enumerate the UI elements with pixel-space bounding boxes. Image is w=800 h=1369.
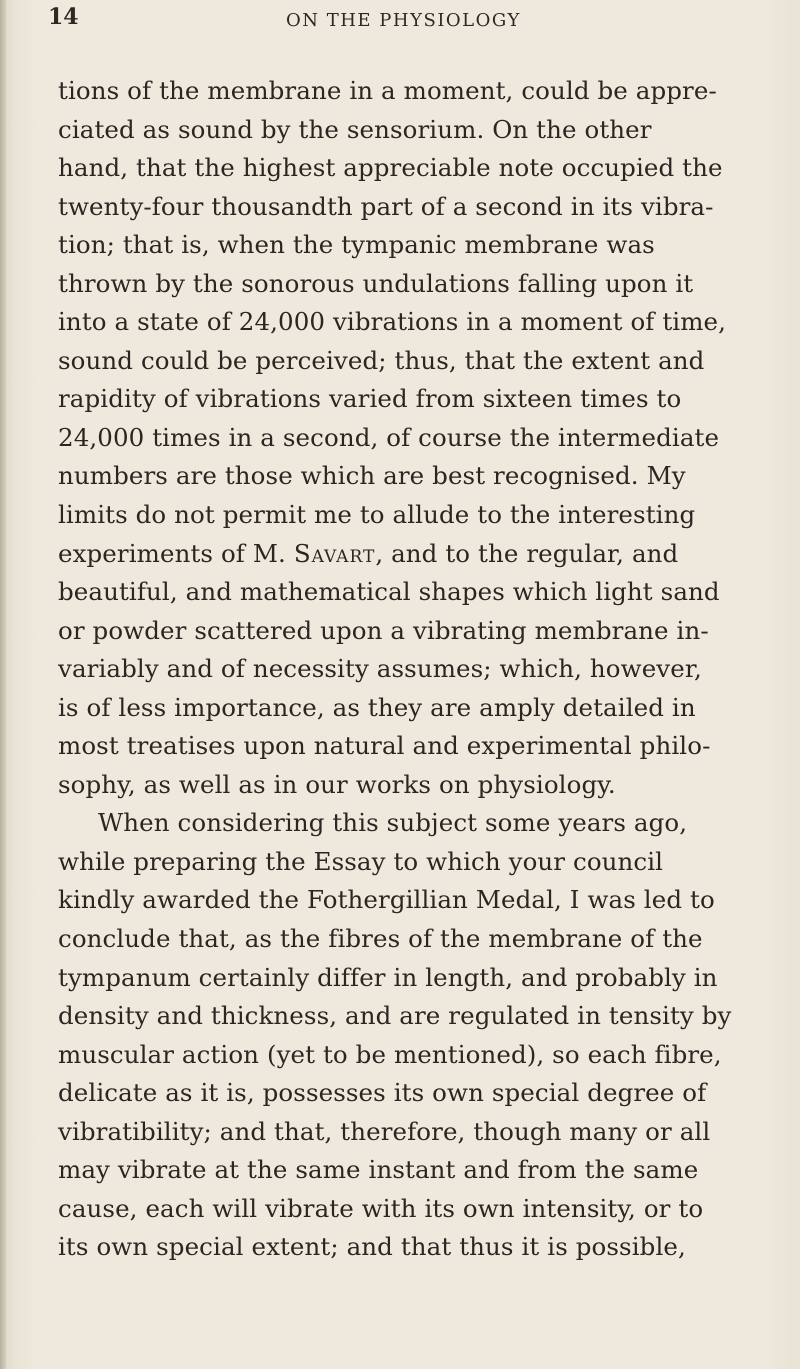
text-line: beautiful, and mathematical shapes which light sand — [58, 577, 720, 607]
savart-name: Savart — [293, 538, 376, 568]
body-text — [58, 72, 798, 1267]
text-line: tions of the membrane in a moment, could be appre- — [58, 76, 717, 105]
text-line: kindly awarded the Fothergillian Medal, I was led to — [58, 885, 715, 915]
text-line — [58, 535, 798, 574]
text-line: while preparing the Essay to which your council — [58, 846, 664, 876]
text-line: tympanum certainly differ in length, and probably in — [58, 962, 718, 992]
text-line: conclude that, as the fibres of the membrane of the — [58, 924, 703, 954]
text-line: 24,000 times in a second, of course the intermediate — [58, 422, 720, 452]
text-line: or powder scattered upon a vibrating membrane in- — [58, 615, 709, 645]
text-line: cause, each will vibrate with its own intensity, or to — [58, 1193, 704, 1223]
text-line: hand, that the highest appreciable note occupied the — [58, 153, 723, 183]
text-line: delicate as it is, possesses its own special degree of — [58, 1078, 707, 1108]
page-gutter-shadow — [0, 0, 6, 1369]
text-line: density and thickness, and are regulated in tensity by — [58, 1001, 732, 1031]
page-number: 14 — [48, 4, 79, 30]
text-line: may vibrate at the same instant and from the same — [58, 1155, 699, 1185]
text-line: sound could be perceived; thus, that the extent and — [58, 345, 705, 375]
running-head — [48, 2, 788, 38]
text-line: is of less importance, as they are amply detailed in — [58, 692, 696, 722]
text-line-end: , and to the regular, and — [375, 538, 679, 568]
paragraph-start-line: When considering this subject some years ago, — [98, 808, 688, 838]
text-line: most treatises upon natural and experimental philo- — [58, 731, 711, 761]
text-line: its own special extent; and that thus it is possible, — [58, 1232, 686, 1262]
text-line: numbers are those which are best recognised. My — [58, 461, 686, 491]
text-line: sophy, as well as in our works on physiology. — [58, 769, 616, 799]
text-line: ciated as sound by the sensorium. On the other — [58, 114, 652, 144]
text-line: thrown by the sonorous undulations falling upon it — [58, 268, 694, 298]
text-line: into a state of 24,000 vibrations in a moment of time, — [58, 307, 727, 337]
text-line: tion; that is, when the tympanic membrane was — [58, 230, 655, 260]
text-line: rapidity of vibrations varied from sixteen times to — [58, 384, 682, 414]
text-line: vibratibility; and that, therefore, though many or all — [58, 1116, 711, 1146]
text-line: muscular action (yet to be mentioned), so each fibre, — [58, 1039, 722, 1069]
running-head-title: ON THE PHYSIOLOGY — [286, 10, 521, 31]
text-line: twenty-four thousandth part of a second in its vibra- — [58, 191, 714, 221]
text-line-start: experiments of M. — [58, 538, 294, 568]
text-line: variably and of necessity assumes; which, however, — [58, 654, 702, 684]
text-line: limits do not permit me to allude to the interesting — [58, 500, 696, 530]
